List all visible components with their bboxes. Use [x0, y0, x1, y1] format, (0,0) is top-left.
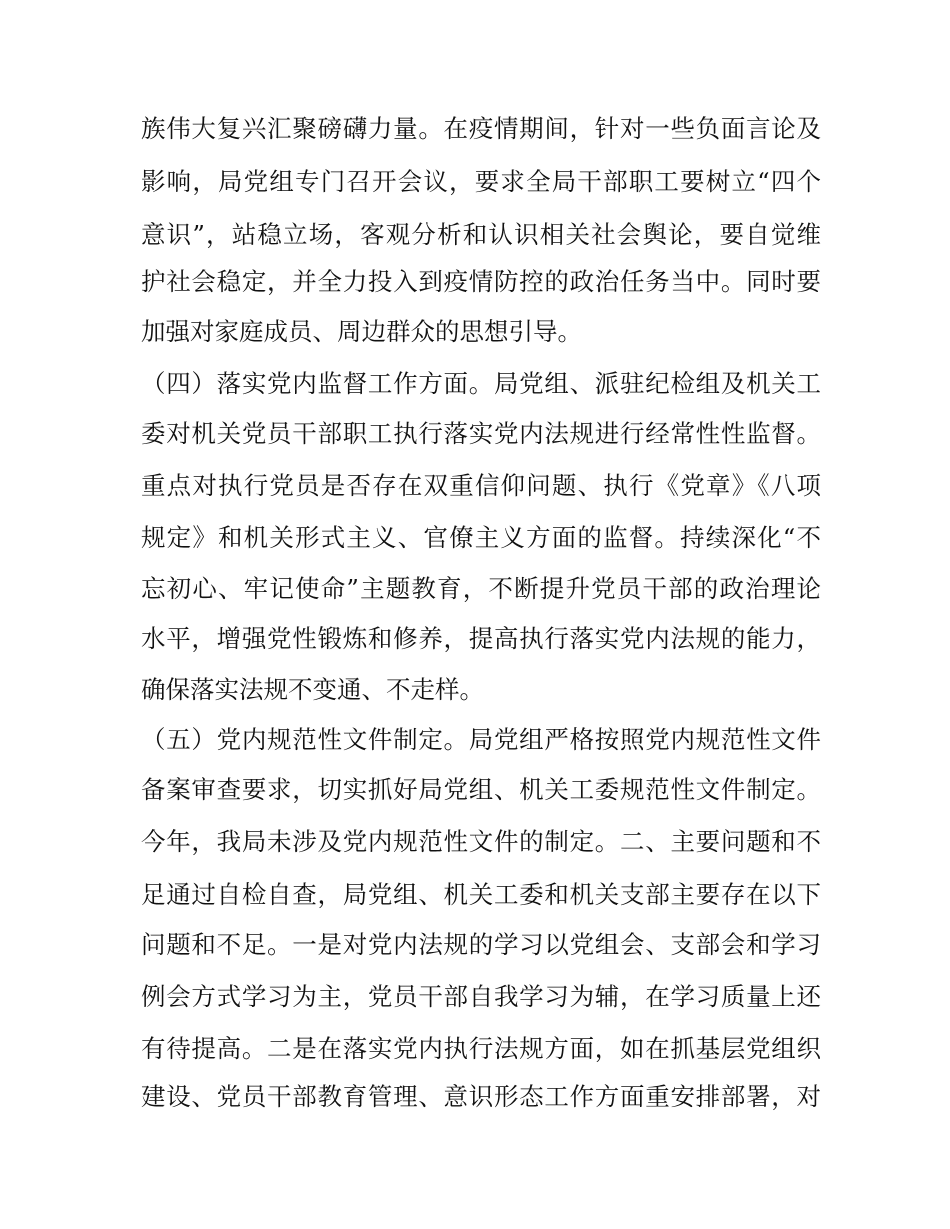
text-line-19: 有待提高。二是在落实党内执行法规方面，如在抓基层党组织 [141, 1034, 821, 1063]
text-line-10: 忘初心、牢记使命”主题教育，不断提升党员干部的政治理论 [141, 574, 821, 603]
text-line-15: 今年，我局未涉及党内规范性文件的制定。二、主要问题和不 [141, 827, 821, 856]
text-line-12: 确保落实法规不变通、不走样。 [141, 675, 484, 704]
text-line-11: 水平，增强党性锻炼和修养，提高执行落实党内法规的能力， [141, 624, 821, 653]
text-line-7: 委对机关党员干部职工执行落实党内法规进行经常性性监督。 [141, 419, 821, 448]
text-line-13: （五）党内规范性文件制定。局党组严格按照党内规范性文件 [141, 725, 821, 754]
text-line-1: 族伟大复兴汇聚磅礴力量。在疫情期间，针对一些负面言论及 [141, 114, 821, 143]
text-line-2: 影响，局党组专门召开会议，要求全局干部职工要树立“四个 [141, 167, 821, 196]
text-line-5: 加强对家庭成员、周边群众的思想引导。 [141, 317, 582, 346]
text-line-6: （四）落实党内监督工作方面。局党组、派驻纪检组及机关工 [141, 369, 821, 398]
text-line-14: 备案审查要求，切实抓好局党组、机关工委规范性文件制定。 [141, 775, 821, 804]
text-line-17: 问题和不足。一是对党内法规的学习以党组会、支部会和学习 [141, 930, 821, 959]
text-line-20: 建设、党员干部教育管理、意识形态工作方面重安排部署，对 [141, 1082, 821, 1111]
text-line-8: 重点对执行党员是否存在双重信仰问题、执行《党章》《八项 [141, 471, 821, 500]
text-line-4: 护社会稳定，并全力投入到疫情防控的政治任务当中。同时要 [141, 267, 821, 296]
text-line-3: 意识”，站稳立场，客观分析和认识相关社会舆论，要自觉维 [141, 220, 821, 249]
text-line-18: 例会方式学习为主，党员干部自我学习为辅，在学习质量上还 [141, 982, 821, 1011]
text-line-9: 规定》和机关形式主义、官僚主义方面的监督。持续深化“不 [141, 523, 821, 552]
text-line-16: 足通过自检自查，局党组、机关工委和机关支部主要存在以下 [141, 880, 821, 909]
